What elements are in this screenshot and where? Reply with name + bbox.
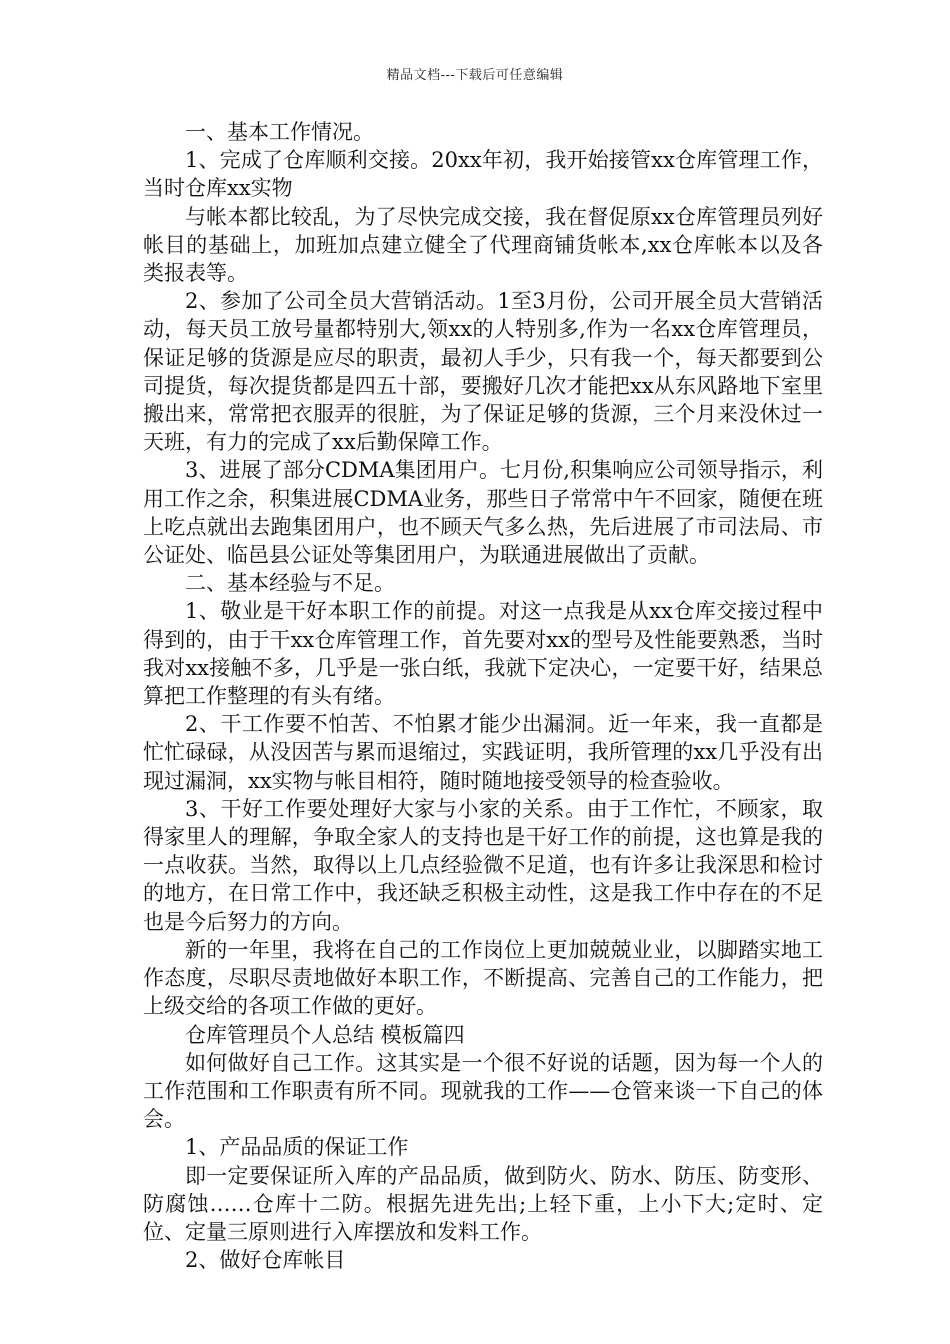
paragraph: 2、干工作要不怕苦、不怕累才能少出漏洞。近一年来，我一直都是忙忙碌碌，从没因苦与累而退缩过，实践证明，我所管理的xx几乎没有出现过漏洞，xx实物与帐目相符，随时随地接受领导的检查验收。 (143, 712, 823, 793)
paragraph: 1、完成了仓库顺利交接。20xx年初，我开始接管xx仓库管理工作，当时仓库xx实物 (143, 148, 823, 201)
paragraph: 一、基本工作情况。 (185, 120, 374, 144)
document-body (143, 118, 823, 1274)
paragraph: 即一定要保证所入库的产品品质，做到防火、防水、防压、防变形、防腐蚀……仓库十二防。根据先进先出;上轻下重，上小下大;定时、定位、定量三原则进行入库摆放和发料工作。 (143, 1163, 823, 1244)
paragraph: 1、敬业是干好本职工作的前提。对这一点我是从xx仓库交接过程中得到的，由于干xx仓库管理工作，首先要对xx的型号及性能要熟悉，当时我对xx接触不多，几乎是一张白纸，我就下定决心，一定要干好，结果总算把工作整理的有头有绪。 (143, 599, 823, 709)
page-header: 精品文档---下载后可任意编辑 (386, 68, 564, 83)
paragraph: 1、产品品质的保证工作 (185, 1135, 409, 1160)
paragraph: 与帐本都比较乱，为了尽快完成交接，我在督促原xx仓库管理员列好帐目的基础上，加班加点建立健全了代理商铺货帐本,xx仓库帐本以及各类报表等。 (143, 204, 823, 286)
paragraph: 新的一年里，我将在自己的工作岗位上更加兢兢业业，以脚踏实地工作态度，尽职尽责地做好本职工作，不断提高、完善自己的工作能力，把上级交给的各项工作做的更好。 (143, 937, 823, 1019)
paragraph: 2、做好仓库帐目 (185, 1248, 346, 1273)
paragraph: 如何做好自己工作。这其实是一个很不好说的话题，因为每一个人的工作范围和工作职责有所不同。现就我的工作——仓管来谈一下自己的体会。 (143, 1050, 823, 1132)
paragraph: 3、进展了部分CDMA集团用户。七月份,积集响应公司领导指示，利用工作之余，积集进展CDMA业务，那些日子常常中午不回家，随便在班上吃点就出去跑集团用户，也不顾天气多么热，先后进展了市司法局、市公证处、临邑县公证处等集团用户，为联通进展做出了贡献。 (143, 458, 823, 568)
paragraph: 2、参加了公司全员大营销活动。1至3月份，公司开展全员大营销活动，每天员工放号量都特别大,领xx的人特别多,作为一名xx仓库管理员，保证足够的货源是应尽的职责，最初人手少，只有我一个，每天都要到公司提货，每次提货都是四五十部，要搬好几次才能把xx从东风路地下室里搬出来，常常把衣服弄的很脏，为了保证足够的货源，三个月来没休过一天班，有力的完成了xx后勤保障工作。 (143, 289, 823, 455)
section-heading: 仓库管理员个人总结 模板篇四 (185, 1022, 465, 1047)
paragraph: 二、基本经验与不足。 (185, 571, 395, 596)
paragraph: 3、干好工作要处理好大家与小家的关系。由于工作忙，不顾家，取得家里人的理解，争取全家人的支持也是干好工作的前提，这也算是我的一点收获。当然，取得以上几点经验微不足道，也有许多让我深思和检讨的地方，在日常工作中，我还缺乏积极主动性，这是我工作中存在的不足也是今后努力的方向。 (143, 796, 823, 934)
